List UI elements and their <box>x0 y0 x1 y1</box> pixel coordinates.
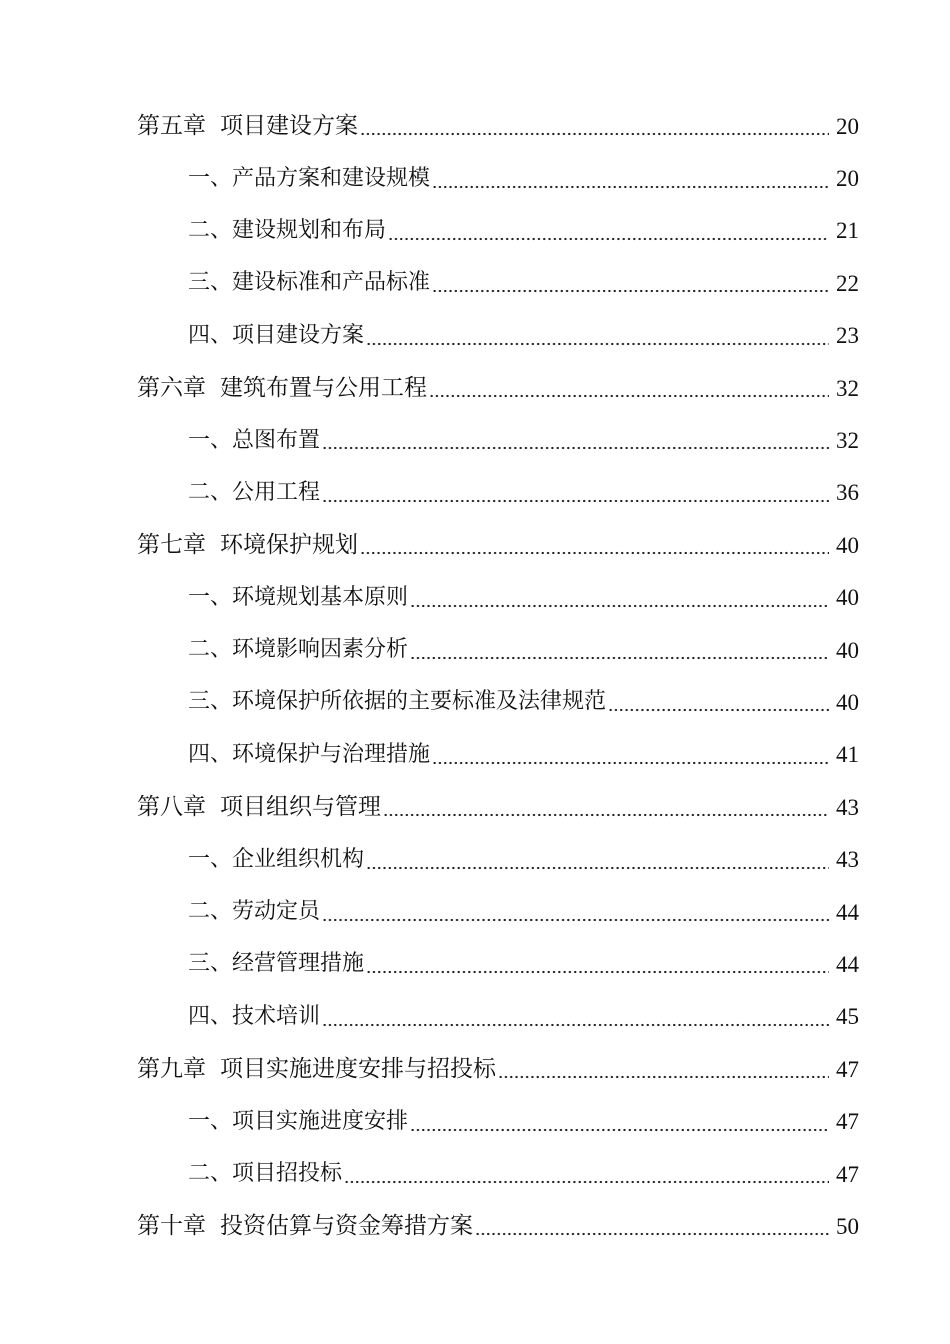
toc-section-entry[interactable] <box>0 624 950 676</box>
toc-entry-label <box>188 1003 321 1029</box>
toc-entry-title: 项目建设方案 <box>220 112 358 139</box>
toc-entry-title: 一、项目实施进度安排 <box>188 1108 409 1134</box>
toc-page-number: 50 <box>836 1213 859 1239</box>
dot-leader <box>388 216 829 246</box>
toc-section-entry[interactable] <box>0 886 950 938</box>
toc-page-number: 47 <box>836 1161 859 1187</box>
dot-leader <box>322 478 829 508</box>
toc-chapter-entry[interactable] <box>0 362 950 414</box>
toc-section-entry[interactable] <box>0 938 950 990</box>
chapter-number: 第六章 <box>137 374 206 401</box>
toc-page-number: 40 <box>836 689 859 715</box>
toc-entry-label <box>188 427 321 453</box>
toc-section-entry[interactable] <box>0 729 950 781</box>
toc-section-entry[interactable] <box>0 833 950 885</box>
toc-chapter-entry[interactable] <box>0 1043 950 1095</box>
toc-entry-title: 二、项目招投标 <box>188 1161 343 1186</box>
dot-leader <box>410 1107 829 1137</box>
dot-leader <box>432 164 829 194</box>
toc-entry-title: 四、项目建设方案 <box>188 322 365 348</box>
toc-page-number: 32 <box>836 375 859 401</box>
toc-entry-title: 四、技术培训 <box>188 1003 321 1029</box>
chapter-number: 第五章 <box>137 112 206 139</box>
toc-page-number: 40 <box>836 532 859 558</box>
toc-entry-label <box>188 272 430 294</box>
toc-section-entry[interactable] <box>0 414 950 466</box>
dot-leader <box>498 1054 829 1084</box>
toc-entry-label <box>137 531 358 558</box>
toc-page-number: 36 <box>836 480 859 506</box>
dot-leader <box>475 1211 829 1241</box>
dot-leader <box>366 845 829 875</box>
toc-page-number: 40 <box>836 585 859 611</box>
toc-entry-label <box>188 639 408 661</box>
toc-entry-title: 一、总图布置 <box>188 427 321 453</box>
toc-page-number: 32 <box>836 428 859 454</box>
toc-entry-title: 项目实施进度安排与招投标 <box>220 1055 496 1082</box>
dot-leader <box>410 583 829 613</box>
toc-entry-title: 三、建设标准和产品标准 <box>188 270 431 296</box>
toc-entry-label <box>188 217 387 243</box>
toc-entry-title: 一、环境规划基本原则 <box>188 584 409 610</box>
toc-entry-label <box>188 901 320 923</box>
toc-section-entry[interactable] <box>0 991 950 1043</box>
toc-page-number: 43 <box>836 847 859 873</box>
toc-page-number: 21 <box>836 218 859 244</box>
dot-leader <box>410 635 829 665</box>
dot-leader <box>383 792 829 822</box>
toc-page-number: 41 <box>836 742 859 768</box>
chapter-number: 第十章 <box>137 1212 206 1239</box>
toc-entry-title: 四、环境保护与治理措施 <box>188 741 431 767</box>
toc-page-number: 44 <box>836 951 859 977</box>
toc-section-entry[interactable] <box>0 310 950 362</box>
toc-entry-title: 三、经营管理措施 <box>188 951 365 977</box>
toc-entry-label <box>137 374 427 401</box>
toc-section-entry[interactable] <box>0 257 950 309</box>
chapter-number: 第八章 <box>137 793 206 820</box>
toc-entry-title: 建筑布置与公用工程 <box>220 374 427 401</box>
toc-entry-title: 一、企业组织机构 <box>188 846 365 872</box>
toc-section-entry[interactable] <box>0 572 950 624</box>
toc-page-number: 43 <box>836 794 859 820</box>
toc-entry-label <box>188 741 431 767</box>
dot-leader <box>366 950 829 980</box>
toc-entry-label <box>137 1212 473 1239</box>
toc-entry-title: 二、建设规划和布局 <box>188 217 387 243</box>
toc-entry-label <box>137 793 381 820</box>
toc-entry-label <box>188 1163 342 1185</box>
dot-leader <box>344 1159 829 1189</box>
toc-page-number: 20 <box>836 166 859 192</box>
dot-leader <box>322 426 829 456</box>
toc-chapter-entry[interactable] <box>0 1200 950 1252</box>
dot-leader <box>360 530 829 560</box>
toc-entry-title: 环境保护规划 <box>220 531 358 558</box>
dot-leader <box>429 373 829 403</box>
dot-leader <box>432 740 829 770</box>
toc-section-entry[interactable] <box>0 152 950 204</box>
dot-leader <box>432 268 829 298</box>
toc-entry-label <box>188 953 364 975</box>
toc-section-entry[interactable] <box>0 205 950 257</box>
chapter-number: 第七章 <box>137 531 206 558</box>
toc-chapter-entry[interactable] <box>0 100 950 152</box>
toc-entry-title: 三、环境保护所依据的主要标准及法律规范 <box>188 689 607 715</box>
toc-page-number: 23 <box>836 323 859 349</box>
toc-entry-title: 一、产品方案和建设规模 <box>188 165 431 191</box>
dot-leader <box>360 111 829 141</box>
toc-entry-label <box>137 112 358 139</box>
dot-leader <box>322 897 829 927</box>
toc-page-number: 47 <box>836 1056 859 1082</box>
toc-page-number: 44 <box>836 899 859 925</box>
toc-entry-title: 二、劳动定员 <box>188 899 321 925</box>
dot-leader <box>322 1002 829 1032</box>
toc-entry-label <box>188 479 321 505</box>
toc-page-number: 40 <box>836 637 859 663</box>
toc-section-entry[interactable] <box>0 676 950 728</box>
toc-page-number: 45 <box>836 1004 859 1030</box>
toc-entry-label <box>188 165 431 191</box>
toc-section-entry[interactable] <box>0 1148 950 1200</box>
toc-page-number: 47 <box>836 1109 859 1135</box>
toc-entry-title: 二、公用工程 <box>188 479 321 505</box>
toc-section-entry[interactable] <box>0 467 950 519</box>
toc-entry-label <box>188 1108 409 1134</box>
chapter-number: 第九章 <box>137 1055 206 1082</box>
toc-entry-title: 投资估算与资金筹措方案 <box>220 1212 473 1239</box>
toc-entry-label <box>188 322 365 348</box>
dot-leader <box>366 321 829 351</box>
dot-leader <box>608 688 829 718</box>
toc-page-number: 20 <box>836 113 859 139</box>
table-of-contents <box>0 100 950 1253</box>
toc-chapter-entry[interactable] <box>0 519 950 571</box>
toc-chapter-entry[interactable] <box>0 781 950 833</box>
toc-entry-label <box>188 846 365 872</box>
toc-entry-title: 项目组织与管理 <box>220 793 381 820</box>
toc-entry-label <box>188 584 409 610</box>
toc-entry-label <box>137 1055 496 1082</box>
toc-section-entry[interactable] <box>0 1095 950 1147</box>
toc-entry-title: 二、环境影响因素分析 <box>188 637 409 663</box>
toc-page-number: 22 <box>836 270 859 296</box>
toc-entry-label <box>188 691 606 713</box>
